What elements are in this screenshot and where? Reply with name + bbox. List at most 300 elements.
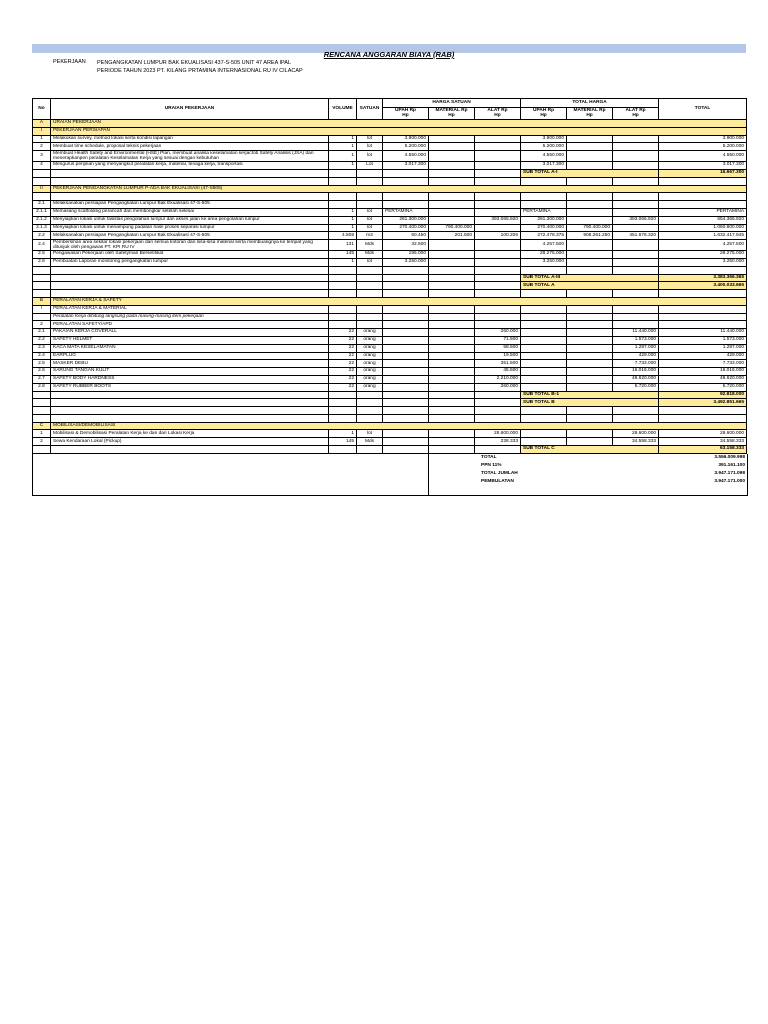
row-material [429, 251, 475, 259]
row-description: Menyiapkan lokasi untuk menampung padatan hasil proses separasi lumpur [51, 224, 329, 232]
row-volume: 1 [329, 208, 357, 216]
empty-cell [613, 266, 659, 274]
row-total-material [567, 383, 613, 391]
row-unit: lot [357, 258, 383, 266]
row-description: Mobilisasi & Demobilisasi Peralatan Kerja ke dan dari Lokasi Kerja [51, 430, 329, 438]
empty-cell [475, 407, 521, 415]
hp-label: Hp [540, 113, 547, 119]
subtotal-value: 3.383.366.365 [659, 274, 747, 282]
table-row [33, 240, 747, 251]
row-alat [475, 258, 521, 266]
empty-cell [33, 169, 51, 177]
table-row [33, 360, 747, 368]
row-unit: Mds [357, 438, 383, 446]
empty-cell [329, 305, 357, 313]
row-volume: 1 [329, 151, 357, 162]
row-unit: lot [357, 430, 383, 438]
row-alat: 71.500 [475, 336, 521, 344]
row-no: 2.2 [33, 336, 51, 344]
row-total-upah [521, 344, 567, 352]
alat-label: ALAT Rp [487, 108, 508, 114]
empty-cell [51, 391, 329, 399]
empty-cell [659, 407, 747, 415]
table-row [33, 368, 747, 376]
row-total-material [567, 368, 613, 376]
empty-cell [33, 446, 51, 454]
row-total-alat [613, 162, 659, 170]
empty-cell [329, 446, 357, 454]
row-no: 2.7 [33, 375, 51, 383]
row-total-alat [613, 135, 659, 143]
row-upah: 3.900.000 [383, 135, 429, 143]
row-material [429, 216, 475, 224]
empty-cell [429, 399, 475, 407]
empty-cell [51, 266, 329, 274]
row-unit: orang [357, 360, 383, 368]
row-material: 790.400.000 [429, 224, 475, 232]
col-satuan: SATUAN [357, 99, 383, 120]
hp-label: Hp [586, 113, 593, 119]
col-no: No [33, 99, 51, 120]
empty-cell [383, 305, 429, 313]
row-total: 5.200.000 [659, 143, 747, 151]
section-title: PEKERJAAN PENGANGKATAN LUMPUR P-ADA BAK EKUALISASI (47-S505) [51, 185, 747, 193]
empty-cell [567, 407, 613, 415]
empty-cell [521, 407, 567, 415]
row-no: 2.1.2 [33, 216, 51, 224]
table-row [33, 375, 747, 383]
col-total-harga: TOTAL HARGA [521, 99, 659, 108]
table-row [33, 201, 747, 209]
subtotal-value: 92.818.000 [659, 391, 747, 399]
row-total-material [567, 216, 613, 224]
empty-row [33, 407, 747, 415]
empty-cell [329, 177, 357, 185]
row-no: I [33, 305, 51, 313]
row-total-upah [521, 329, 567, 337]
row-total-material [567, 430, 613, 438]
subtotal-value: 16.667.300 [659, 169, 747, 177]
empty-cell [475, 305, 521, 313]
row-total: 5.720.000 [659, 383, 747, 391]
subtotal-row [33, 399, 747, 407]
row-total-material: 908.261.250 [567, 232, 613, 240]
empty-cell [357, 266, 383, 274]
empty-cell [357, 193, 383, 201]
table-row [33, 430, 747, 438]
row-description: Sewa Kendaraan Lokal (Pickup) [51, 438, 329, 446]
empty-cell [357, 407, 383, 415]
row-total: 16.016.000 [659, 368, 747, 376]
section-no: II [33, 185, 51, 193]
row-upah: 261.300.000 [383, 216, 429, 224]
empty-cell [33, 274, 51, 282]
empty-cell [567, 266, 613, 274]
row-total-material [567, 438, 613, 446]
hp-label: Hp [632, 113, 639, 119]
row-upah [383, 352, 429, 360]
row-material: 201.500 [429, 232, 475, 240]
row-total-alat: 1.573.000 [613, 336, 659, 344]
row-total: 7.733.000 [659, 360, 747, 368]
col-total: TOTAL [659, 99, 747, 120]
table-row [33, 151, 747, 162]
row-material [429, 344, 475, 352]
empty-cell [475, 446, 521, 454]
row-total: 3.250.000 [659, 258, 747, 266]
row-alat: 100.206 [475, 232, 521, 240]
subtotal-value: 3.492.851.665 [659, 399, 747, 407]
total-value: 391.161.100 [718, 463, 745, 468]
row-total-alat [613, 208, 659, 216]
empty-cell [51, 274, 329, 282]
empty-cell [429, 414, 475, 422]
row-unit: Mds [357, 240, 383, 251]
empty-cell [329, 313, 357, 321]
row-unit: lot [357, 143, 383, 151]
row-total-alat: 393.065.920 [613, 216, 659, 224]
row-description: Memasang scaffolding perancah dan membongkar setelah selesai [51, 208, 329, 216]
row-total-alat [613, 201, 659, 209]
upah-label: UPAH Rp [395, 108, 416, 114]
row-unit: orang [357, 368, 383, 376]
empty-cell [383, 193, 429, 201]
row-upah [383, 201, 429, 209]
row-total-upah: 4.257.500 [521, 240, 567, 251]
row-unit: lot [357, 151, 383, 162]
row-total: 3.017.300 [659, 162, 747, 170]
row-unit: lot [357, 216, 383, 224]
col-upah [383, 107, 429, 119]
empty-cell [33, 177, 51, 185]
empty-cell [429, 169, 475, 177]
empty-cell [329, 169, 357, 177]
row-volume: 22 [329, 368, 357, 376]
row-total-upah: 270.400.000 [521, 224, 567, 232]
row-material [429, 143, 475, 151]
empty-cell [567, 305, 613, 313]
row-total: 4.550.000 [659, 151, 747, 162]
row-upah [383, 368, 429, 376]
row-volume: 22 [329, 329, 357, 337]
row-total-material [567, 208, 613, 216]
row-no: 2.5 [33, 360, 51, 368]
row-description: Membuat time schedule, proposal teknis pekerjaan [51, 143, 329, 151]
empty-cell [357, 305, 383, 313]
row-upah [383, 360, 429, 368]
row-total-material [567, 143, 613, 151]
row-upah: 4.550.000 [383, 151, 429, 162]
row-total-alat: 48.620.000 [613, 375, 659, 383]
row-total-material [567, 258, 613, 266]
empty-cell [51, 290, 329, 298]
row-no: 2.1.3 [33, 224, 51, 232]
empty-cell [357, 282, 383, 290]
row-alat: 2.210.000 [475, 375, 521, 383]
empty-cell [33, 266, 51, 274]
row-no: 2.8 [33, 383, 51, 391]
row-total-alat [613, 258, 659, 266]
empty-cell [329, 266, 357, 274]
empty-cell [329, 274, 357, 282]
table-row [33, 232, 747, 240]
empty-cell [383, 266, 429, 274]
total-label: TOTAL JUMLAH [481, 471, 518, 476]
empty-cell [357, 313, 383, 321]
row-upah [383, 430, 429, 438]
row-volume: 4.508 [329, 232, 357, 240]
row-total-alat [613, 251, 659, 259]
row-description: SARUNG TANGAN KULIT [51, 368, 329, 376]
empty-cell [51, 169, 329, 177]
row-total-material [567, 201, 613, 209]
empty-cell [33, 282, 51, 290]
row-total-alat: 1.287.000 [613, 344, 659, 352]
row-material [429, 135, 475, 143]
row-upah [383, 375, 429, 383]
empty-cell [521, 177, 567, 185]
row-description: SAFETY HELMET [51, 336, 329, 344]
row-total-material: 790.400.000 [567, 224, 613, 232]
row-alat [475, 135, 521, 143]
table-row [33, 336, 747, 344]
row-upah [383, 383, 429, 391]
row-volume: 1 [329, 430, 357, 438]
row-total-upah [521, 438, 567, 446]
row-no: 2.6 [33, 258, 51, 266]
col-material [429, 107, 475, 119]
empty-cell [357, 290, 383, 298]
row-material [429, 329, 475, 337]
row-upah [383, 329, 429, 337]
row-total-material [567, 360, 613, 368]
row-alat [475, 208, 521, 216]
row-unit: orang [357, 336, 383, 344]
row-total-material [567, 344, 613, 352]
document-title-bar [32, 44, 746, 59]
empty-cell [383, 321, 429, 329]
empty-cell [521, 414, 567, 422]
row-material [429, 336, 475, 344]
empty-cell [429, 321, 475, 329]
empty-cell [383, 177, 429, 185]
empty-cell [659, 177, 747, 185]
row-total-material [567, 336, 613, 344]
row-upah: 270.400.000 [383, 224, 429, 232]
table-row [33, 321, 747, 329]
row-total: 28.275.000 [659, 251, 747, 259]
empty-cell [383, 274, 429, 282]
row-description: Peralatan Kerja dihitung langsung pada masing-masing item pekerjaan [51, 313, 329, 321]
empty-row [33, 414, 747, 422]
empty-cell [357, 274, 383, 282]
row-volume: 1 [329, 216, 357, 224]
row-no: 3 [33, 151, 51, 162]
row-material [429, 438, 475, 446]
row-material [429, 201, 475, 209]
table-row [33, 162, 747, 170]
row-description: PAKAIAN KERJA COVERALL [51, 329, 329, 337]
total-value: 3.556.009.998 [714, 455, 745, 460]
table-row [33, 383, 747, 391]
row-upah: 60.450 [383, 232, 429, 240]
row-unit: Mds [357, 251, 383, 259]
empty-cell [51, 414, 329, 422]
row-total: 3.900.000 [659, 135, 747, 143]
row-upah [383, 438, 429, 446]
row-total-alat [613, 224, 659, 232]
total-row [429, 470, 747, 478]
empty-cell [357, 391, 383, 399]
row-description: Mengurus perijinan yang menyangkut peralatan kerja, material, tenaga kerja, transportasi [51, 162, 329, 170]
row-total: 1.632.417.945 [659, 232, 747, 240]
total-row [429, 454, 747, 462]
section-title: PEKERJAAN PERSIAPAN [51, 127, 747, 135]
subtotal-row [33, 169, 747, 177]
empty-cell [383, 399, 429, 407]
row-total-upah [521, 336, 567, 344]
row-no: 1 [33, 135, 51, 143]
section-row [33, 422, 747, 430]
empty-cell [429, 177, 475, 185]
row-alat: 238.333 [475, 438, 521, 446]
empty-cell [51, 282, 329, 290]
empty-cell [357, 177, 383, 185]
row-upah: PERTAMINA [383, 208, 429, 216]
subtotal-row [33, 274, 747, 282]
row-upah: 32.500 [383, 240, 429, 251]
row-no: 2.1 [33, 329, 51, 337]
row-material [429, 375, 475, 383]
row-alat [475, 162, 521, 170]
col-alat [475, 107, 521, 119]
hp-label: Hp [448, 113, 455, 119]
total-label: TOTAL [481, 455, 497, 460]
row-total-material [567, 251, 613, 259]
row-volume: 22 [329, 336, 357, 344]
row-alat: 19.500 [475, 352, 521, 360]
empty-cell [383, 414, 429, 422]
row-alat: 351.500 [475, 360, 521, 368]
row-total: PERTAMINA [659, 208, 747, 216]
row-volume: 22 [329, 344, 357, 352]
row-total-upah: 272.478.375 [521, 232, 567, 240]
row-total-material [567, 151, 613, 162]
row-upah [383, 344, 429, 352]
row-description: MASKER DEBU [51, 360, 329, 368]
empty-cell [567, 177, 613, 185]
header-row [33, 99, 747, 108]
section-row [33, 127, 747, 135]
row-volume [329, 201, 357, 209]
empty-cell [329, 407, 357, 415]
row-volume: 145 [329, 251, 357, 259]
row-total: 1.573.000 [659, 336, 747, 344]
row-no: 2.2 [33, 232, 51, 240]
row-volume: 22 [329, 352, 357, 360]
row-unit: Lot [357, 162, 383, 170]
subtotal-value: 63.158.333 [659, 446, 747, 454]
empty-cell [521, 266, 567, 274]
total-row [429, 478, 747, 486]
row-no: 2 [33, 143, 51, 151]
row-upah: 3.017.300 [383, 162, 429, 170]
row-description: PERALATAN SAFETY/APD [51, 321, 329, 329]
pekerjaan-label: PEKERJAAN [53, 59, 86, 65]
row-upah: 5.200.000 [383, 143, 429, 151]
empty-cell [659, 414, 747, 422]
row-total-upah [521, 368, 567, 376]
empty-cell [357, 321, 383, 329]
subtotal-value: 3.400.033.665 [659, 282, 747, 290]
row-description: Melaksanakan persiapan Pengangkatan Lumpur Bak Ekualisasi 47-S-505 [51, 232, 329, 240]
row-alat: 260.000 [475, 329, 521, 337]
row-description: SAFETY BODY HARDNESS [51, 375, 329, 383]
subtotal-row [33, 282, 747, 290]
subtotal-row [33, 391, 747, 399]
empty-cell [659, 193, 747, 201]
empty-cell [357, 414, 383, 422]
section-title: URAIAN PEKERJAAN [51, 120, 747, 128]
section-row [33, 120, 747, 128]
col-uraian: URAIAN PEKERJAAN [51, 99, 329, 120]
empty-cell [51, 446, 329, 454]
empty-cell [429, 391, 475, 399]
row-description: Pembuatan Laporan monitoring pengangkatan lumpur [51, 258, 329, 266]
row-description: Menyiapkan lokasi untuk fasilitas pengolahan lumpur dan akses jalan ke area pengolahan lumpur [51, 216, 329, 224]
empty-cell [329, 391, 357, 399]
empty-cell [51, 177, 329, 185]
row-total: 34.558.333 [659, 438, 747, 446]
total-value: 3.947.171.098 [714, 471, 745, 476]
row-volume: 1 [329, 258, 357, 266]
row-total-alat: 7.733.000 [613, 360, 659, 368]
row-unit: orang [357, 344, 383, 352]
material-label: MATERIAL Rp [435, 108, 468, 114]
row-description: Pengawasan Pekerjaan oleh Safetyman Bersetifikat [51, 251, 329, 259]
row-total-upah: 5.200.000 [521, 143, 567, 151]
empty-cell [357, 399, 383, 407]
row-unit: m3 [357, 232, 383, 240]
empty-cell [329, 321, 357, 329]
table-row [33, 251, 747, 259]
row-unit: lot [357, 224, 383, 232]
empty-cell [613, 305, 659, 313]
row-volume: 1 [329, 135, 357, 143]
section-no: C [33, 422, 51, 430]
section-no: A [33, 120, 51, 128]
row-volume: 145 [329, 438, 357, 446]
empty-cell [475, 282, 521, 290]
empty-cell [33, 391, 51, 399]
row-total: 28.600.000 [659, 430, 747, 438]
table-row [33, 313, 747, 321]
row-description: PERALATAN KERJA & MATERIAL [51, 305, 329, 313]
row-volume: 131 [329, 240, 357, 251]
empty-cell [475, 313, 521, 321]
row-description: Melakukan survey, metnod lokasi serta kondisi lapangan [51, 135, 329, 143]
row-total-alat [613, 240, 659, 251]
row-total-upah: 3.250.000 [521, 258, 567, 266]
row-no: 4 [33, 162, 51, 170]
row-unit: orang [357, 352, 383, 360]
row-volume: 1 [329, 143, 357, 151]
row-no: 2.5 [33, 251, 51, 259]
empty-cell [51, 193, 329, 201]
row-alat [475, 151, 521, 162]
section-title: MOBILISASI/DEMOBILISASI [51, 422, 747, 430]
empty-cell [475, 177, 521, 185]
